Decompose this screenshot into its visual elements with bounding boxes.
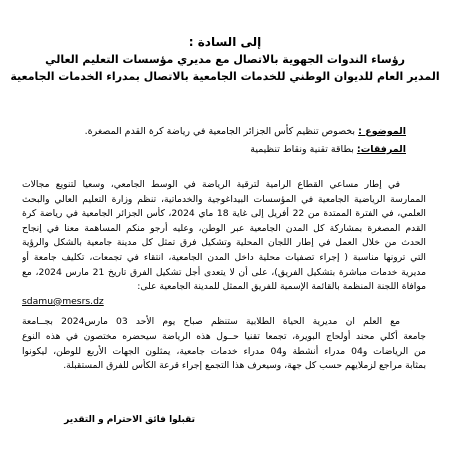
paragraph-1-line: مديرية خدمات مباشرة بتشكيل الفريق)، على أن لا يتعدى أجل تشكيل الفرق تاريخ 21 مارس 2024، مع xyxy=(22,266,426,278)
paragraph-2 xyxy=(22,315,426,373)
paragraph-2-line: مع العلم ان مديرية الحياة الطلابية ستنظم صباح يوم الأحد 03 مارس2024 بجــامعة xyxy=(22,316,400,328)
paragraph-1-line: موافاة اللجنة المنظمة بالقائمة الإسمية للفريق الممثل للمدينة الجامعية على: xyxy=(137,281,426,293)
paragraph-2-line: جامعة أكلي محند أولحاج البويرة، تجمعا تقنيا حــول هذه الرياضة سيحضره مختصون في هذه النوع xyxy=(22,330,426,342)
letter-meta xyxy=(16,125,406,161)
paragraph-1 xyxy=(22,178,426,309)
paragraph-1-line: في إطار مساعي القطاع الرامية لترقية الرياضة في الوسط الجامعي، وسعيا لتنويع مجالات xyxy=(22,179,400,190)
addressee-line-1: رؤساء الندوات الجهوية بالاتصال مع مديري مؤسسات التعليم العالي xyxy=(45,53,405,66)
subject-label: الموضوع : xyxy=(358,126,406,137)
letter-body xyxy=(22,178,426,374)
paragraph-1-line: الممارسة الرياضية الجامعية في المؤسسات البيداغوجية والخدماتية، تنظم وزارة التعليم العالي والبحث xyxy=(22,193,426,205)
attachments-row xyxy=(16,143,406,157)
paragraph-2-line: من الرياضات و04 مدراء أنشطة و04 مدراء خدمات جامعية، يمثلون الجهات الأربع للوطن، ليكونوا xyxy=(22,345,426,357)
paragraph-1-line: التي ترونها مناسبة ( إجراء تصفيات محلية داخل المدن الجامعية، انتقاء في تجمعات، تكليف جامعة أو xyxy=(22,251,426,263)
subject-row xyxy=(16,125,406,139)
paragraph-2-line: بمثابة مراجع لزملايهم حسب كل جهة، وسيعرف هذا التجمع إجراء قرعة الكأس للفرق المستقبلة. xyxy=(63,360,426,372)
paragraph-1-line: الحدث من خلال العمل في إطار اللجان المحلية وتشكيل فرق تمثل كل مدينة جامعية بالشكل والرؤية xyxy=(22,237,426,249)
addressee-line-2: المدير العام للديوان الوطني للخدمات الجامعية بالاتصال بمدراء الخدمات الجامعية xyxy=(10,70,440,83)
paragraph-1-line: العلمي، في الفترة الممتدة من 22 أفريل إلى غاية 18 ماي 2024، كأس الجزائر الجامعية في رياضة كرة xyxy=(22,208,426,220)
addressee-greeting: إلى السادة : xyxy=(188,35,262,49)
contact-email-link[interactable]: sdamu@mesrs.dz xyxy=(22,295,104,307)
attachments-label: المرفقات: xyxy=(356,144,406,155)
attachments-value: بطاقة تقنية ونقاط تنظيمية xyxy=(250,144,354,155)
paragraph-1-line: القدم المصغرة بمشاركة كل المدن الجامعية عبر الوطن، وعليه أرجو منكم المساهمة معنا في إنجاح xyxy=(22,222,426,234)
subject-value: بخصوص تنظيم كأس الجزائر الجامعية في رياضة كرة القدم المصغرة. xyxy=(84,126,356,137)
addressee-block xyxy=(0,34,450,85)
closing-salutation: تقبلوا فائق الاحترام و التقدير xyxy=(64,415,195,425)
